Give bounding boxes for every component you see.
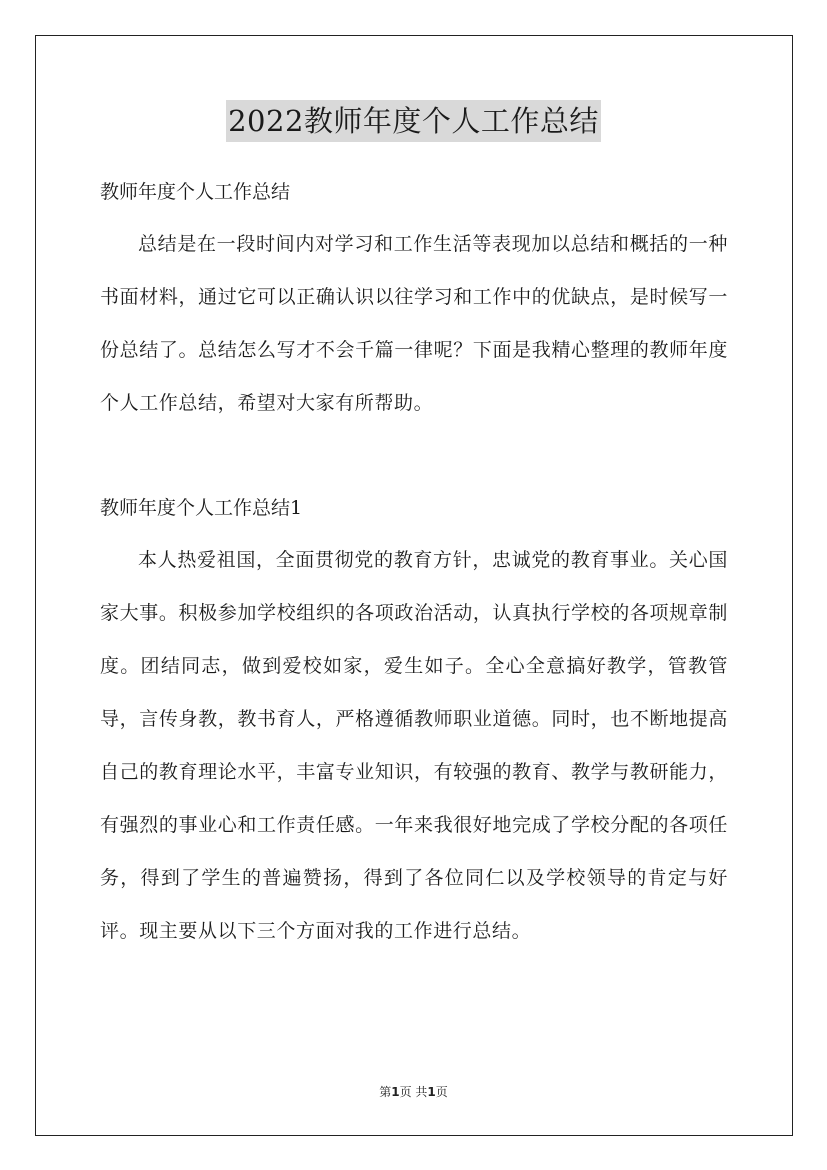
footer-total-pages: 1 [427, 1085, 436, 1099]
title-container [0, 100, 827, 142]
section1-paragraph: 本人热爱祖国，全面贯彻党的教育方针，忠诚党的教育事业。关心国家大事。积极参加学校组织的各项政治活动，认真执行学校的各项规章制度。团结同志，做到爱校如家，爱生如子。全心全意搞好教学，管教管导，言传身教，教书育人，严格遵循教师职业道德。同时，也不断地提高自己的教育理论水平，丰富专业知识，有较强的教育、教学与教研能力，有强烈的事业心和工作责任感。一年来我很好地完成了学校分配的各项任务，得到了学生的普遍赞扬，得到了各位同仁以及学校领导的肯定与好评。现主要从以下三个方面对我的工作进行总结。 [100, 549, 728, 942]
page-footer [0, 1083, 827, 1100]
section1-heading: 教师年度个人工作总结1 [100, 497, 303, 519]
intro-heading: 教师年度个人工作总结 [100, 181, 291, 203]
footer-page-mid: 页 共 [399, 1085, 428, 1099]
intro-paragraph: 总结是在一段时间内对学习和工作生活等表现加以总结和概括的一种书面材料，通过它可以正确认识以往学习和工作中的优缺点，是时候写一份总结了。总结怎么写才不会千篇一律呢？下面是我精心整理的教师年度个人工作总结，希望对大家有所帮助。 [100, 233, 728, 414]
blank-line [100, 430, 728, 482]
footer-page-number: 1 [391, 1085, 400, 1099]
document-title: 2022教师年度个人工作总结 [226, 100, 601, 142]
footer-page-suffix: 页 [435, 1085, 448, 1099]
footer-page-prefix: 第 [379, 1085, 392, 1099]
document-body [100, 166, 728, 958]
